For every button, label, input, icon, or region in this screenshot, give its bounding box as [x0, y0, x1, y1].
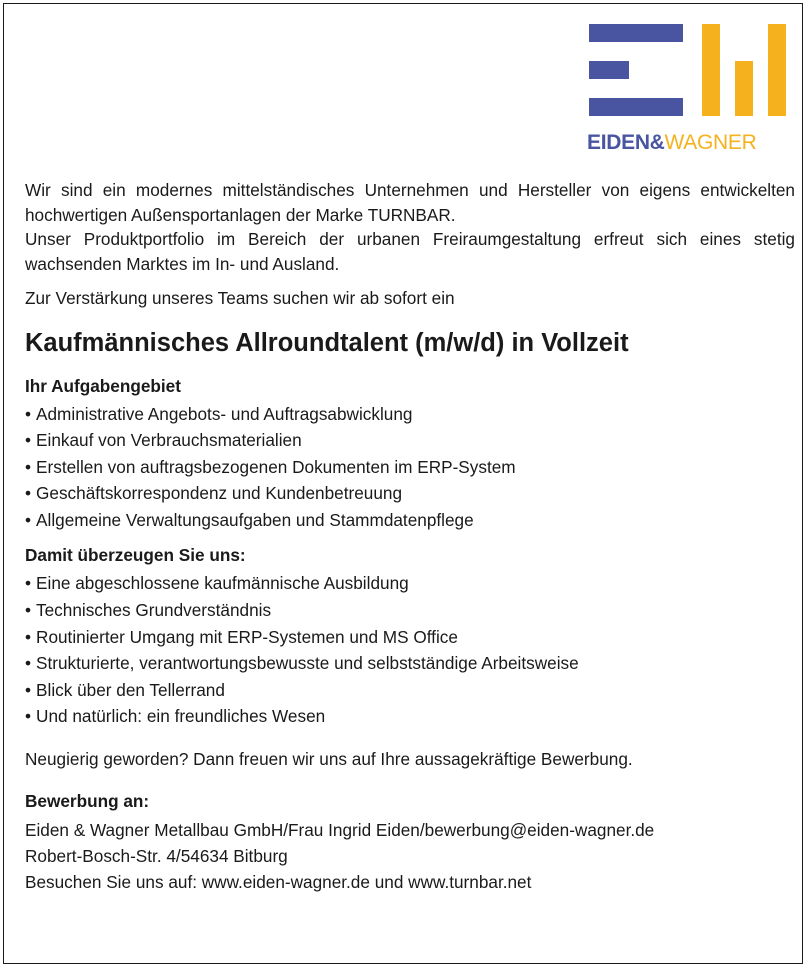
- requirements-heading: Damit überzeugen Sie uns:: [25, 545, 246, 566]
- list-item: • Administrative Angebots- und Auftragsabwicklung: [25, 401, 795, 428]
- company-logo: [587, 24, 797, 159]
- list-item: • Erstellen von auftragsbezogenen Dokumenten im ERP-System: [25, 454, 795, 481]
- intro-paragraph-2: Unser Produktportfolio im Bereich der urbanen Freiraumgestaltung erfreut sich eines stetig wachsenden Marktes im In- und Ausland.: [25, 229, 795, 274]
- logo-bar-yellow-1: [702, 24, 720, 116]
- closing-text: Neugierig geworden? Dann freuen wir uns auf Ihre aussagekräftige Bewerbung.: [25, 749, 633, 770]
- list-item: • Routinierter Umgang mit ERP-Systemen und MS Office: [25, 624, 795, 651]
- logo-brand-part2: WAGNER: [664, 131, 757, 154]
- list-item: • Allgemeine Verwaltungsaufgaben und Stammdatenpflege: [25, 507, 795, 534]
- contact-line-address: Robert-Bosch-Str. 4/54634 Bitburg: [25, 845, 288, 866]
- list-item: • Einkauf von Verbrauchsmaterialien: [25, 427, 795, 454]
- job-title-suffix: in Vollzeit: [504, 328, 629, 357]
- job-ad-frame: [3, 3, 803, 964]
- logo-bar-top: [589, 24, 683, 42]
- logo-bar-yellow-3: [768, 24, 786, 116]
- logo-bar-bottom: [589, 98, 683, 116]
- reinforcement-text: Zur Verstärkung unseres Teams suchen wir ab sofort ein: [25, 288, 455, 308]
- tasks-list: [25, 401, 795, 534]
- logo-wordmark: [587, 131, 797, 155]
- list-item: • Blick über den Tellerrand: [25, 677, 795, 704]
- contact-block: [25, 817, 795, 895]
- intro-paragraph-1: Wir sind ein modernes mittelständisches Unternehmen und Hersteller von eigens entwickelten hochwertigen Außensportanlagen der Marke TURNBAR.: [25, 180, 795, 225]
- contact-line-company: Eiden & Wagner Metallbau GmbH/Frau Ingrid Eiden/bewerbung@eiden-wagner.de: [25, 819, 655, 840]
- list-item: • Technisches Grundverständnis: [25, 597, 795, 624]
- application-heading: Bewerbung an:: [25, 790, 150, 811]
- contact-line-websites: Besuchen Sie uns auf: www.eiden-wagner.de und www.turnbar.net: [25, 871, 532, 892]
- list-item: • Und natürlich: ein freundliches Wesen: [25, 703, 795, 730]
- logo-bar-middle: [589, 61, 629, 79]
- job-title-bold: Kaufmännisches Allroundtalent (m/w/d): [25, 328, 505, 357]
- list-item: • Geschäftskorrespondenz und Kundenbetreuung: [25, 480, 795, 507]
- requirements-list: [25, 570, 795, 730]
- logo-brand-part1: EIDEN&: [587, 131, 665, 154]
- job-title: [25, 326, 795, 360]
- tasks-heading: Ihr Aufgabengebiet: [25, 375, 181, 396]
- list-item: • Strukturierte, verantwortungsbewusste und selbstständige Arbeitsweise: [25, 650, 795, 677]
- list-item: • Eine abgeschlossene kaufmännische Ausbildung: [25, 570, 795, 597]
- logo-bar-yellow-2: [735, 61, 753, 116]
- ad-content: [25, 178, 795, 895]
